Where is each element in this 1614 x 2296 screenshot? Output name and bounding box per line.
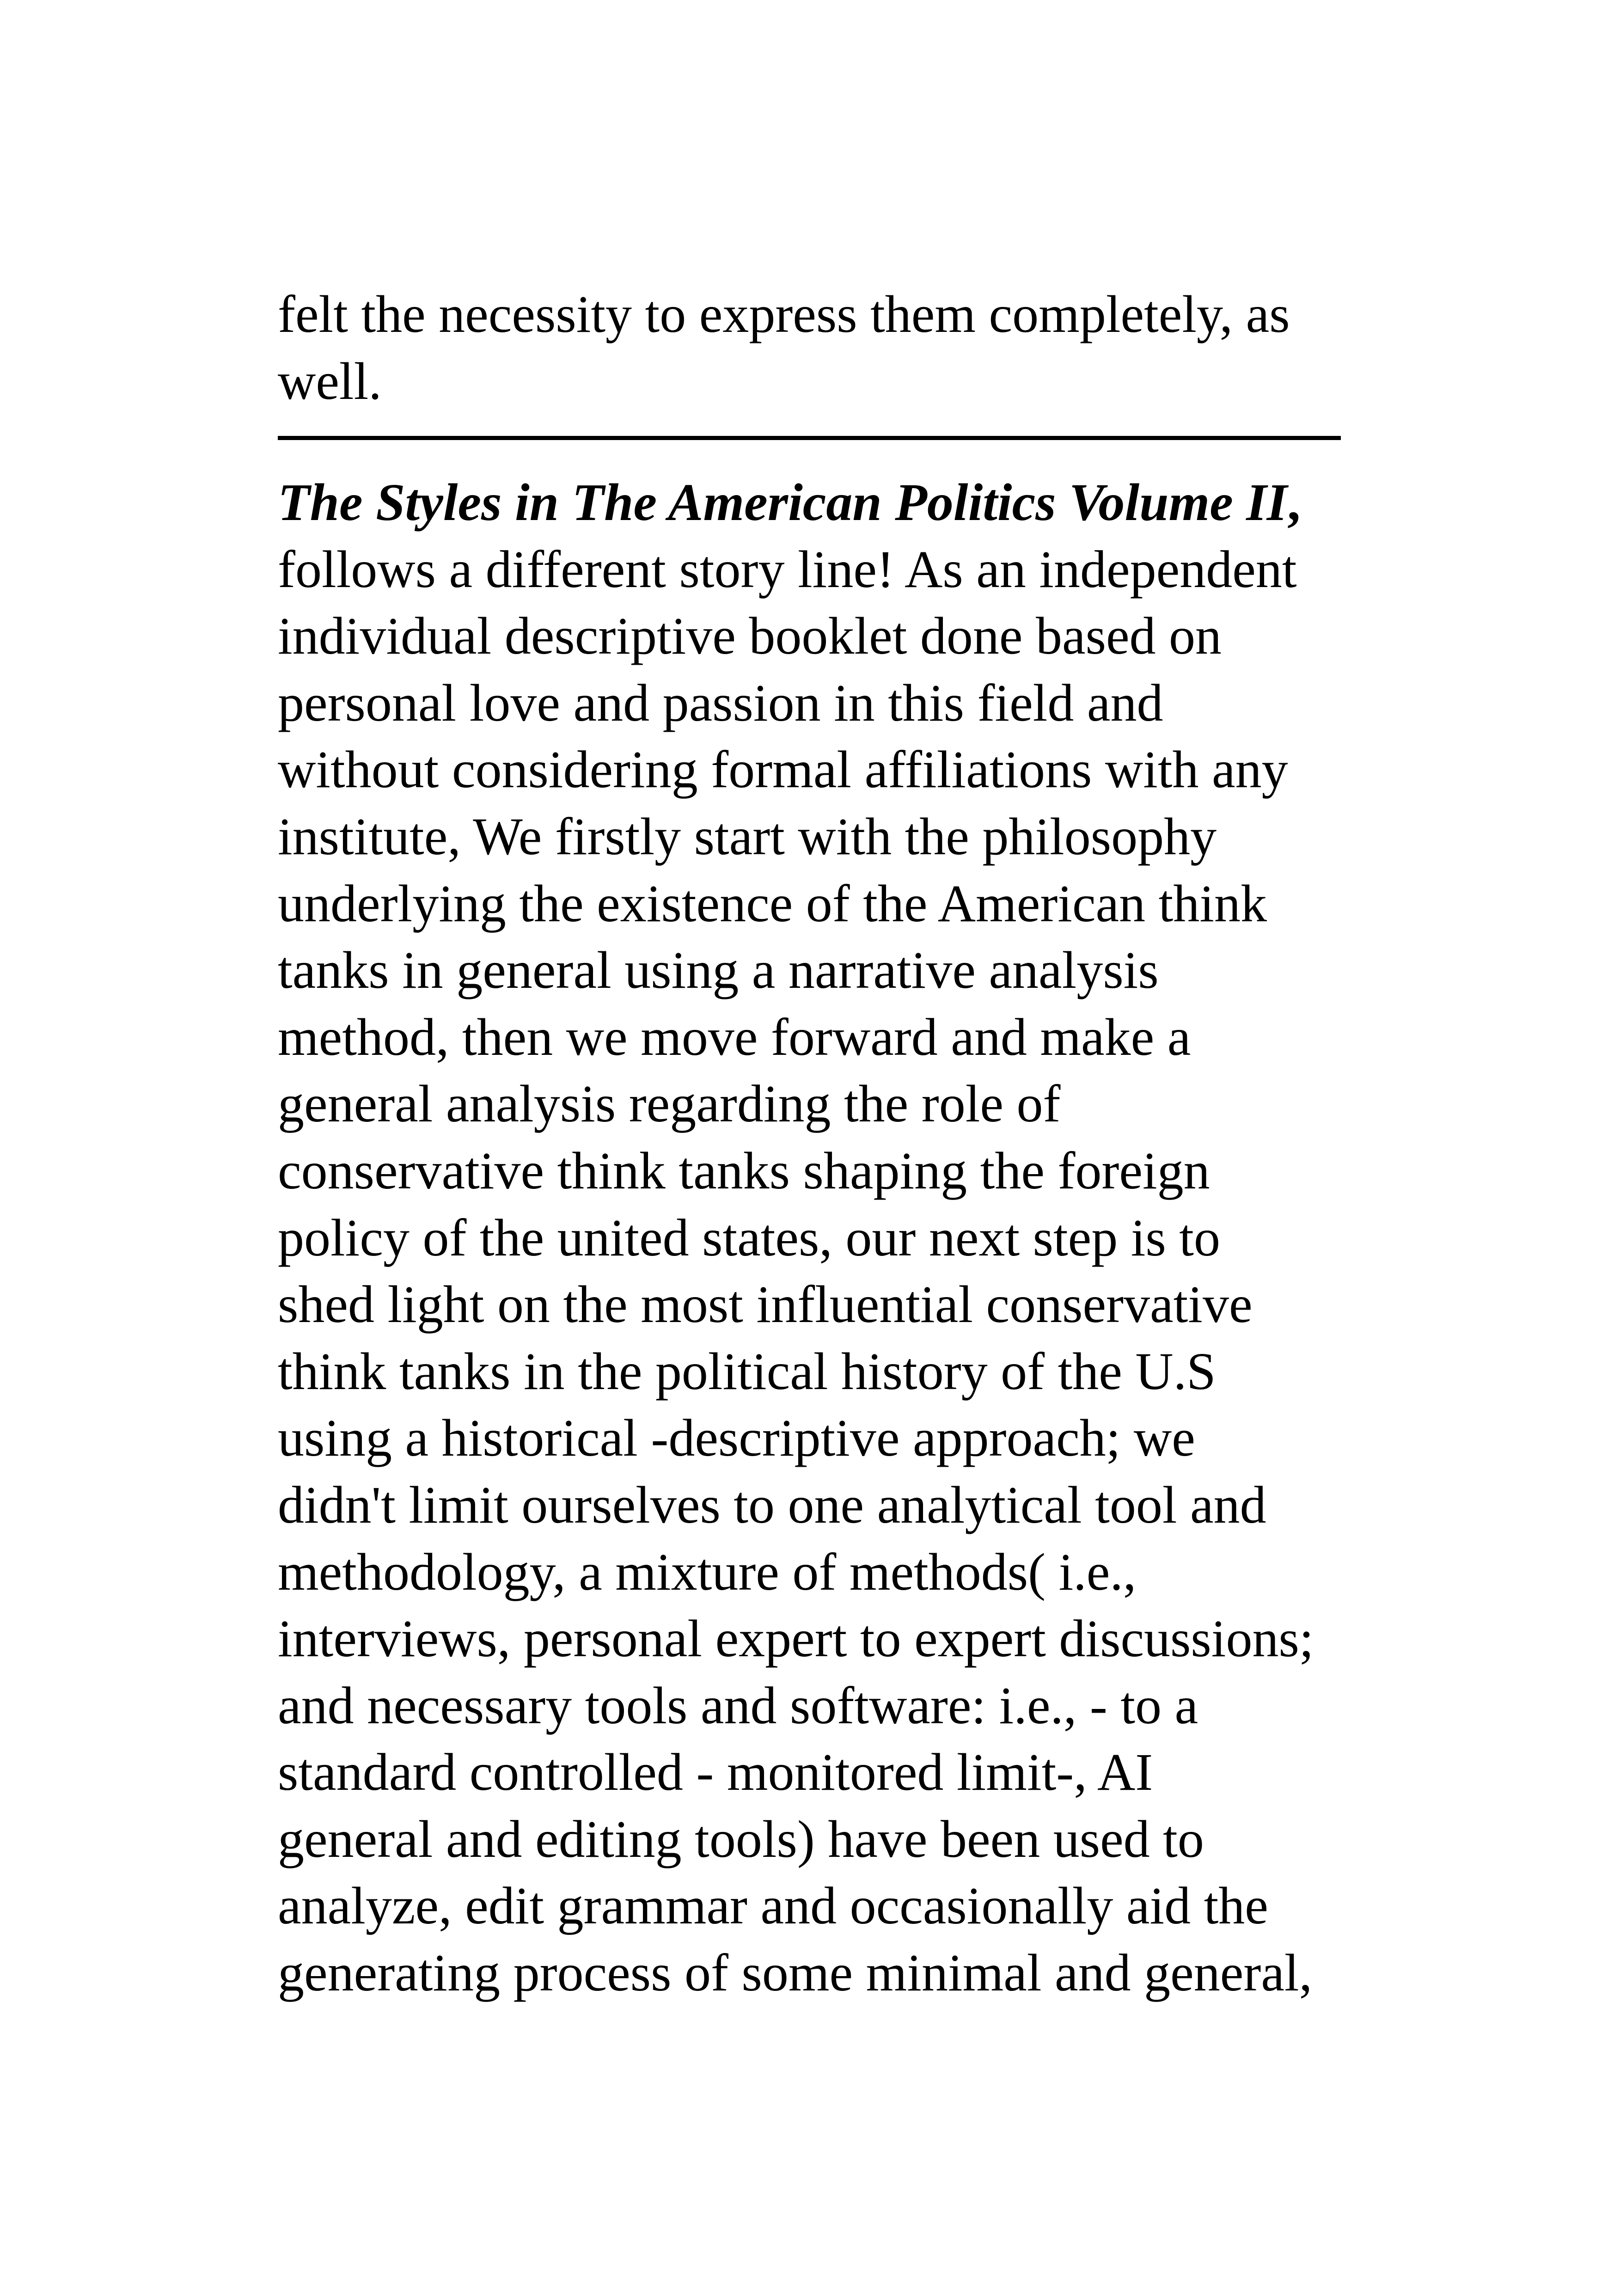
- title-comma: ,: [1287, 473, 1301, 532]
- paragraph-line: without considering formal affiliations with any: [278, 740, 1288, 799]
- paragraph-line: well.: [278, 351, 382, 410]
- paragraph-line: didn't limit ourselves to one analytical tool and: [278, 1475, 1266, 1534]
- title-line: [278, 469, 1350, 536]
- main-paragraph: [278, 469, 1350, 2007]
- paragraph-line: shed light on the most influential conservative: [278, 1275, 1253, 1334]
- paragraph-line: method, then we move forward and make a: [278, 1007, 1191, 1066]
- paragraph-line: methodology, a mixture of methods( i.e.,: [278, 1542, 1137, 1601]
- paragraph-line: follows a different story line! As an independent: [278, 539, 1297, 599]
- paragraph-line: institute, We firstly start with the philosophy: [278, 807, 1217, 866]
- paragraph-line: felt the necessity to express them completely, as: [278, 285, 1290, 343]
- paragraph-line: generating process of some minimal and general,: [278, 1943, 1313, 2002]
- paragraph-line: personal love and passion in this field and: [278, 673, 1163, 732]
- paragraph-line: general analysis regarding the role of: [278, 1074, 1061, 1133]
- book-title: The Styles in The American Politics Volume II: [278, 473, 1288, 532]
- paragraph-line: using a historical -descriptive approach; we: [278, 1408, 1195, 1468]
- paragraph-line: interviews, personal expert to expert discussions;: [278, 1609, 1314, 1668]
- paragraph-line: individual descriptive booklet done based on: [278, 606, 1222, 666]
- paragraph-line: conservative think tanks shaping the foreign: [278, 1141, 1210, 1200]
- top-paragraph: [278, 281, 1350, 415]
- paragraph-line: underlying the existence of the American think: [278, 874, 1267, 933]
- paragraph-line: general and editing tools) have been used to: [278, 1809, 1204, 1868]
- paragraph-line: policy of the united states, our next step is to: [278, 1208, 1220, 1267]
- paragraph-line: think tanks in the political history of the U.S: [278, 1341, 1216, 1401]
- paragraph-line: and necessary tools and software: i.e., - to a: [278, 1676, 1198, 1735]
- paragraph-line: standard controlled - monitored limit-, AI: [278, 1743, 1153, 1802]
- paragraph-line: analyze, edit grammar and occasionally aid the: [278, 1876, 1268, 1935]
- horizontal-divider: [278, 436, 1341, 440]
- paragraph-line: tanks in general using a narrative analysis: [278, 941, 1159, 1000]
